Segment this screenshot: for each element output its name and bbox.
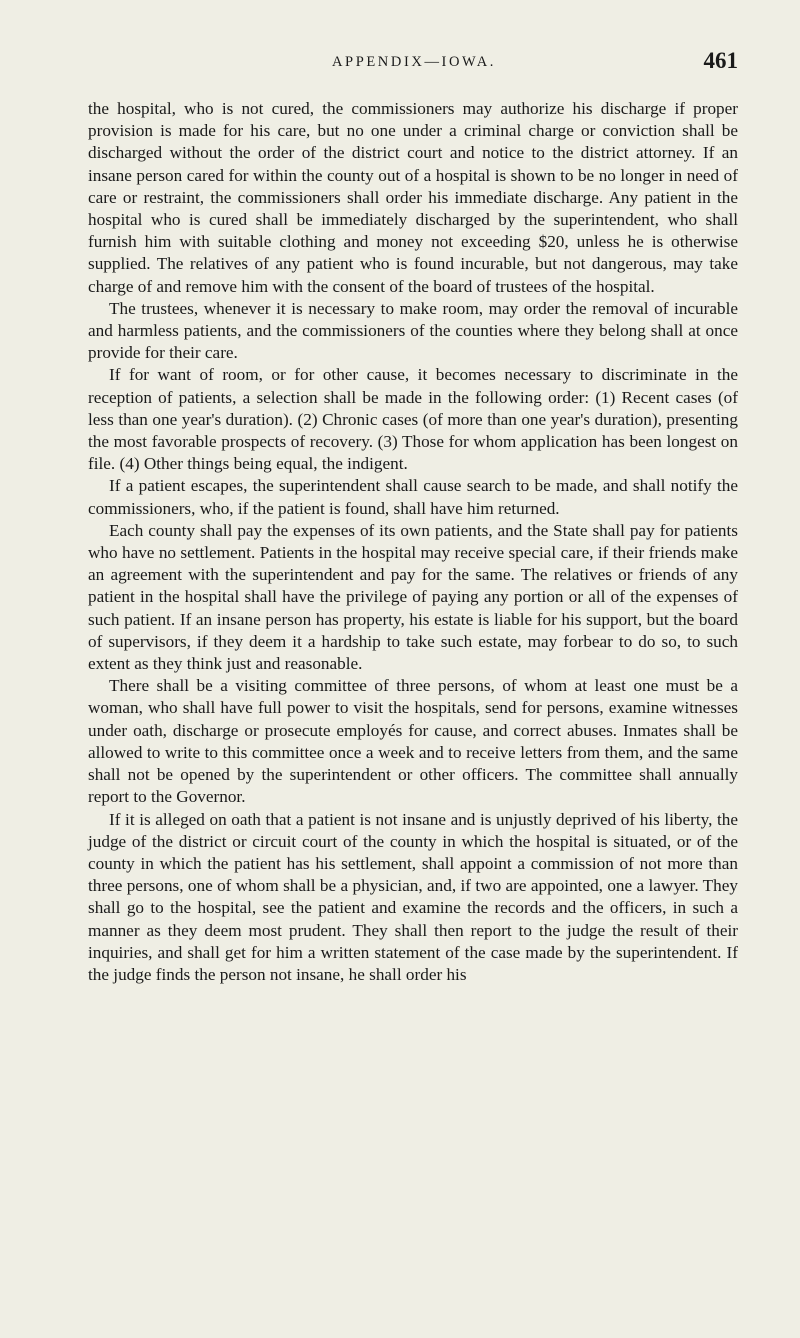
paragraph-discharge: the hospital, who is not cured, the commissioners may authorize his discharge if proper provision is made for his care, but no one under a criminal charge or conviction shall be discharged without the order of the district court and notice to the district attorney. If an insane person cared for within the county out of a hospital is shown to be no longer in need of care or restraint, the commissioners shall order his immediate discharge. Any patient in the hospital who is cured shall be immediately discharged by the superintendent, who shall furnish him with suitable clothing and money not exceeding $20, unless he is otherwise supplied. The relatives of any patient who is found incurable, but not dangerous, may take charge of and remove him with the consent of the board of trustees of the hospital. — [88, 99, 738, 296]
paragraph-reception-order: If for want of room, or for other cause, it becomes necessary to discriminate in the reception of patients, a selection shall be made in the following order: (1) Recent cases (of less than one year's duration). (2) Chronic cases (of more than one year's duration), presenting the most favorable prospects of recovery. (3) Those for whom application has been longest on file. (4) Other things being equal, the indigent. — [88, 365, 738, 474]
paragraph-visiting-committee: There shall be a visiting committee of three persons, of whom at least one must be a woman, who shall have full power to visit the hospitals, send for persons, examine witnesses under oath, discharge or prosecute employés for cause, and correct abuses. Inmates shall be allowed to write to this committee once a week and to receive letters from them, and the same shall not be opened by the superintendent or other officers. The committee shall annually report to the Governor. — [88, 676, 738, 807]
page-number: 461 — [703, 48, 738, 73]
paragraph-trustees-removal: The trustees, whenever it is necessary to make room, may order the removal of incurable and harmless patients, and the commissioners of the counties where they belong shall at once provide for their care. — [88, 298, 738, 363]
running-head — [88, 48, 738, 88]
paragraph-expenses: Each county shall pay the expenses of its own patients, and the State shall pay for patients who have no settlement. Patients in the hospital may receive special care, if their friends make an agreement with the superintendent and pay for the same. The relatives or friends of any patient in the hospital shall have the privilege of paying any portion or all of the expenses of such patient. If an insane person has property, his estate is liable for his support, but the board of supervisors, if they deem it a hardship to take such estate, may forbear to do so, to such extent as they think just and reasonable. — [88, 520, 738, 674]
body-text — [88, 98, 738, 986]
paragraph-commission: If it is alleged on oath that a patient is not insane and is unjustly deprived of his liberty, the judge of the district or circuit court of the county in which the hospital is situated, or of the county in which the patient has his settlement, shall appoint a commission of not more than three persons, one of whom shall be a physician, and, if two are appointed, one a lawyer. They shall go to the hospital, see the patient and examine the records and the officers, in such a manner as they deem most prudent. They shall then report to the judge the result of their inquiries, and shall get for him a written statement of the case made by the superintendent. If the judge finds the person not insane, he shall order his — [88, 809, 738, 984]
paragraph-escapes: If a patient escapes, the superintendent shall cause search to be made, and shall notify the commissioners, who, if the patient is found, shall have him returned. — [88, 476, 738, 518]
running-title: APPENDIX—IOWA. — [331, 54, 497, 70]
